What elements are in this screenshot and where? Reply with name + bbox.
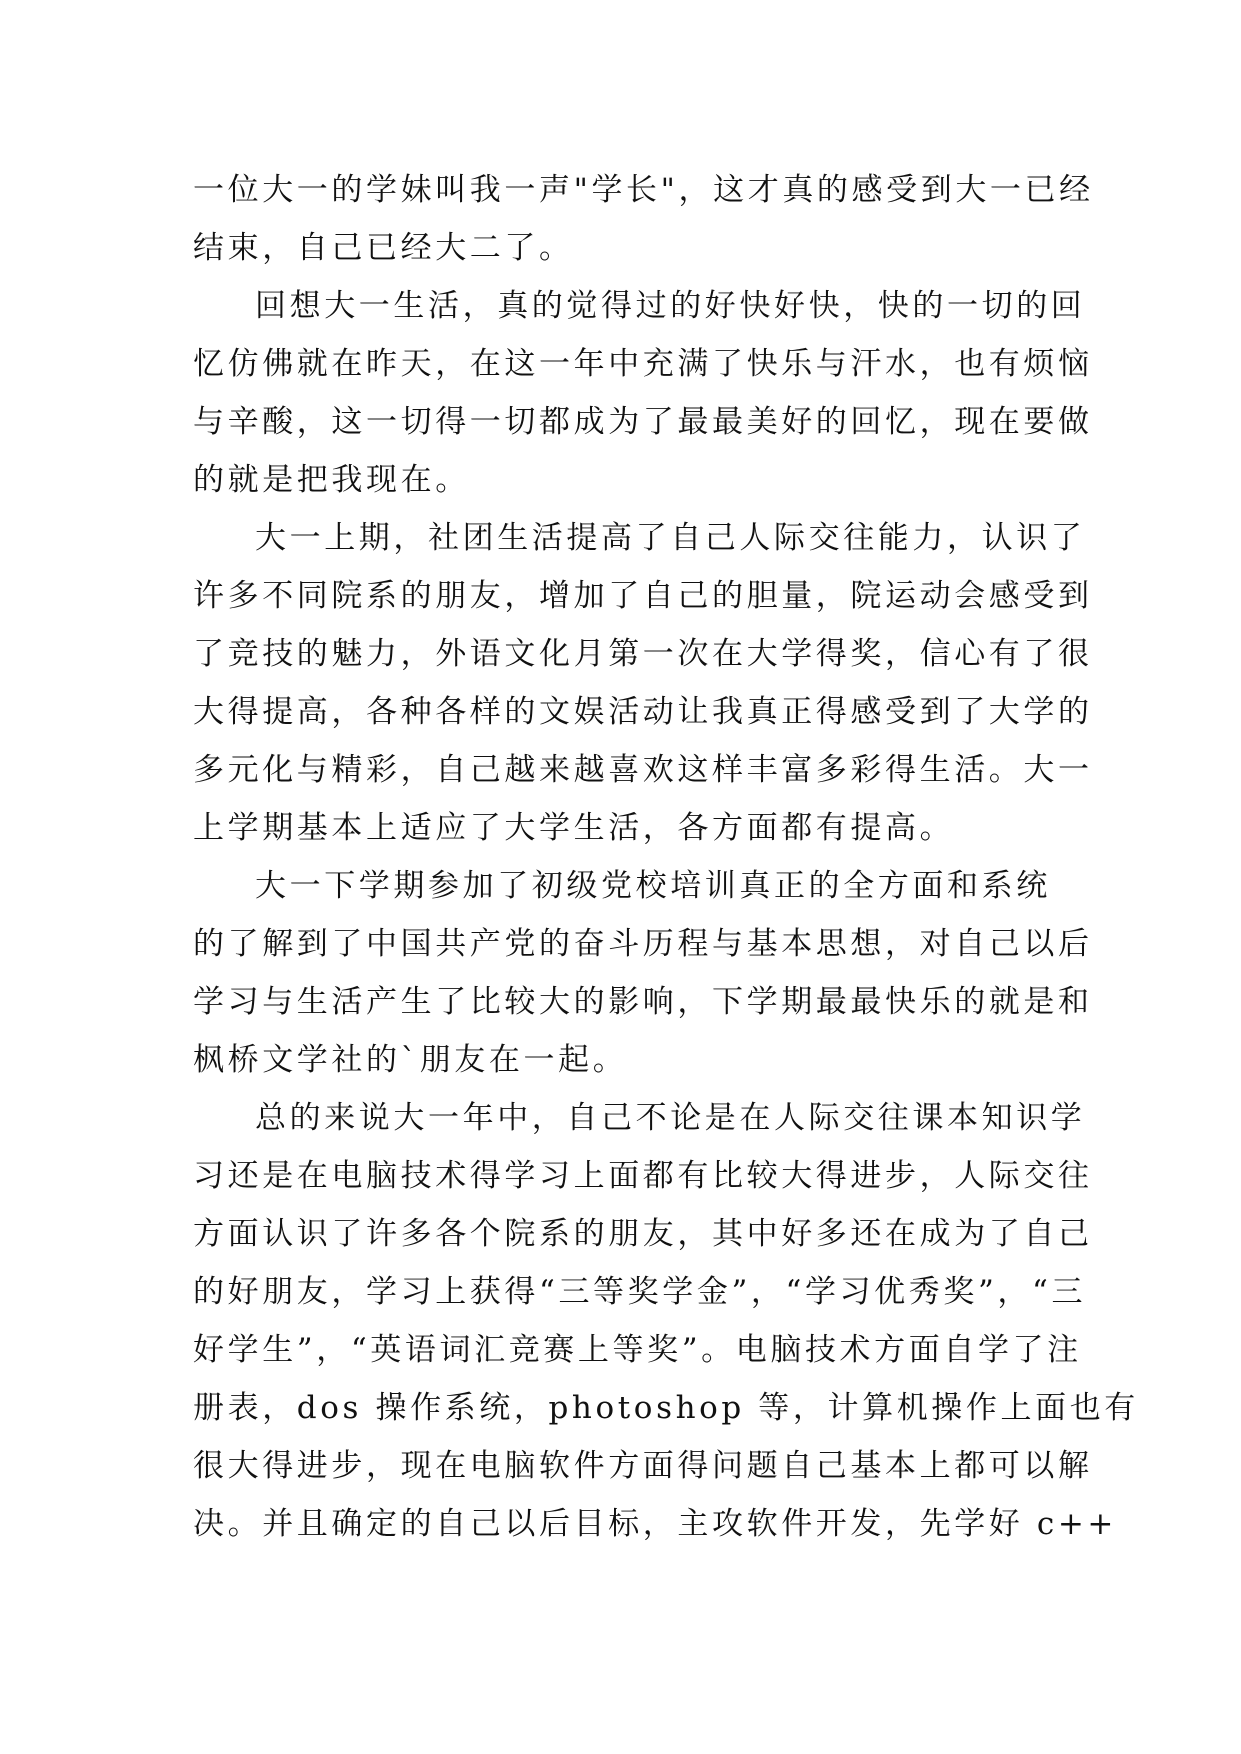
paragraph-start-line: 回想大一生活，真的觉得过的好快好快，快的一切的回 xyxy=(255,288,1086,324)
text-line: 册表，dos 操作系统，photoshop 等，计算机操作上面也有 xyxy=(193,1390,1139,1426)
text-line: 了竞技的魅力，外语文化月第一次在大学得奖，信心有了很 xyxy=(193,636,1093,672)
paragraph-start-line: 大一下学期参加了初级党校培训真正的全方面和系统 xyxy=(255,868,1051,904)
text-line: 许多不同院系的朋友，增加了自己的胆量，院运动会感受到 xyxy=(193,578,1093,614)
text-line: 忆仿佛就在昨天，在这一年中充满了快乐与汗水，也有烦恼 xyxy=(193,346,1093,382)
text-line: 大得提高，各种各样的文娱活动让我真正得感受到了大学的 xyxy=(193,694,1093,730)
text-line: 结束，自己已经大二了。 xyxy=(193,230,574,266)
text-line: 很大得进步，现在电脑软件方面得问题自己基本上都可以解 xyxy=(193,1448,1093,1484)
text-line: 的了解到了中国共产党的奋斗历程与基本思想，对自己以后 xyxy=(193,926,1093,962)
text-line: 决。并且确定的自己以后目标，主攻软件开发，先学好 c++ xyxy=(193,1506,1117,1542)
text-line: 习还是在电脑技术得学习上面都有比较大得进步，人际交往 xyxy=(193,1158,1093,1194)
text-line: 与辛酸，这一切得一切都成为了最最美好的回忆，现在要做 xyxy=(193,404,1093,440)
text-line: 的好朋友，学习上获得“三等奖学金”，“学习优秀奖”，“三 xyxy=(193,1274,1087,1310)
text-line: 多元化与精彩，自己越来越喜欢这样丰富多彩得生活。大一 xyxy=(193,752,1093,788)
text-line: 枫桥文学社的`朋友在一起。 xyxy=(193,1042,628,1078)
text-line: 的就是把我现在。 xyxy=(193,462,470,498)
paragraph-start-line: 大一上期，社团生活提高了自己人际交往能力，认识了 xyxy=(255,520,1086,556)
paragraph-start-line: 总的来说大一年中，自己不论是在人际交往课本知识学 xyxy=(255,1100,1086,1136)
document-body xyxy=(193,161,1139,1553)
text-line: 好学生”，“英语词汇竞赛上等奖”。电脑技术方面自学了注 xyxy=(193,1332,1082,1368)
text-line: 学习与生活产生了比较大的影响，下学期最最快乐的就是和 xyxy=(193,984,1093,1020)
text-line: 上学期基本上适应了大学生活，各方面都有提高。 xyxy=(193,810,955,846)
text-line: 一位大一的学妹叫我一声"学长"，这才真的感受到大一已经 xyxy=(193,172,1094,208)
text-line: 方面认识了许多各个院系的朋友，其中好多还在成为了自己 xyxy=(193,1216,1093,1252)
